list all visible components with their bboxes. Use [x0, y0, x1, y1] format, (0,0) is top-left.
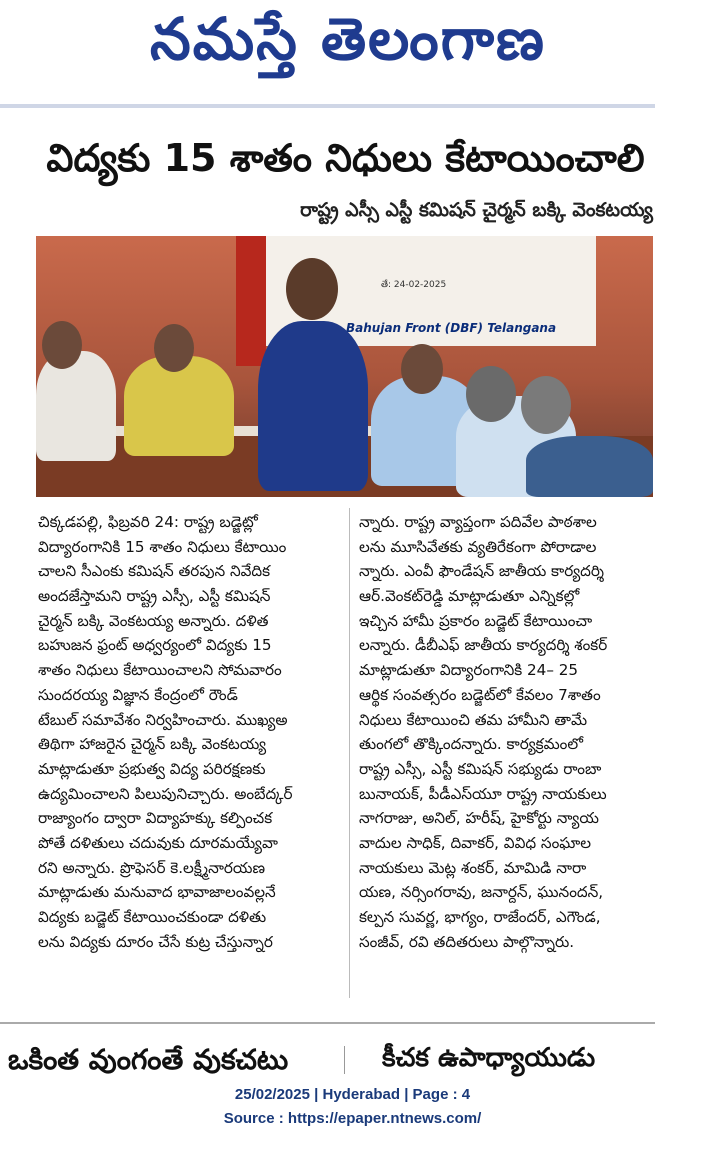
article-line: కల్పన సువర్ణ, భాగ్యం, రాజేందర్, ఎగౌండ,: [359, 908, 601, 926]
article-line: బహుజన ఫ్రంట్ అధ్వర్యంలో విద్యకు 15: [38, 636, 272, 655]
article-line: చాలని సీఎంకు కమిషన్ తరపున నివేదిక: [38, 562, 271, 581]
article-photo: [36, 236, 653, 497]
next-story-divider: [344, 1046, 345, 1074]
photo-person-right2-head: [466, 366, 516, 422]
article-line: సుందరయ్య విజ్ఞాన కేంద్రంలో రౌండ్: [38, 685, 238, 704]
article-line: టేబుల్ సమావేశం నిర్వహించారు. ముఖ్యఅ: [38, 710, 288, 729]
photo-person-right3-head: [521, 376, 571, 434]
article-line: ఆర్థిక సంవత్సరం బడ్జెట్‌లో కేవలం 7శాతం: [359, 685, 601, 704]
article-line: అందజేస్తామని రాష్ట్ర ఎస్సీ, ఎస్టీ కమిషన్: [38, 587, 271, 606]
article-line: పోతే దళితులు చదువుకు దూరమయ్యేవా: [38, 833, 278, 852]
photo-banner-date: తే: 24-02-2025: [381, 280, 447, 290]
footer-meta: 25/02/2025 | Hyderabad | Page : 4: [234, 1086, 471, 1103]
photo-person-right3: [526, 436, 653, 497]
article-line: లను మూసివేతకు వ్యతిరేకంగా పోరాడాల: [359, 537, 597, 556]
article-line: రాష్ట్ర ఎస్సీ, ఎస్టీ కమిషన్ సభ్యుడు రాంబా: [359, 759, 602, 778]
photo-person-speaker-head: [286, 258, 338, 320]
article-line: తుంగలో తొక్కిందన్నారు. కార్యక్రమంలో: [359, 735, 584, 754]
article-line: చిక్కడపల్లి, ఫిబ్రవరి 24: రాష్ట్ర బడ్జెట్లో: [38, 513, 258, 531]
section-rule: [0, 1022, 655, 1024]
article-headline: విద్యకు 15 శాతం నిధులు కేటాయించాలి: [46, 136, 645, 180]
article-line: శాతం నిధులు కేటాయించాలని సోమవారం: [38, 661, 282, 680]
photo-banner-text: Bahujan Front (DBF) Telangana: [346, 321, 557, 335]
article-line: నాగరాజు, అనిల్, హరీష్, హైకోర్టు న్యాయ: [359, 809, 599, 828]
article-line: మాట్లాడుతు మనువాద భావాజాలంవల్లనే: [38, 883, 276, 902]
next-story-right-headline: కీచక ఉపాధ్యాయుడు: [382, 1043, 596, 1073]
article-line: ఉద్యమించాలని పిలుపునిచ్చారు. అంబేద్కర్: [38, 784, 293, 803]
article-line: విద్యారంగానికి 15 శాతం నిధులు కేటాయిం: [38, 537, 287, 556]
next-story-left-headline: ఒకింత వుంగంతే వుకచటు: [8, 1043, 289, 1076]
photo-banner-edge: [236, 236, 266, 366]
article-line: మాట్లాడుతూ ప్రభుత్వ విద్య పరిరక్షణకు: [38, 759, 266, 778]
article-line: న్నారు. రాష్ట్ర వ్యాప్తంగా పదివేల పాఠశాల: [359, 513, 597, 531]
article-line: తిథిగా హాజరైన చైర్మన్ బక్కి వెంకటయ్య: [38, 735, 267, 754]
photo-person-speaker: [258, 321, 368, 491]
article-line: న్నారు. ఎంవీ ఫౌండేషన్ జాతీయ కార్యదర్శి: [359, 562, 604, 581]
article-subheadline: రాష్ట్ర ఎస్సీ ఎస్టీ కమిషన్ చైర్మన్ బక్కి వెంకటయ్య: [300, 199, 653, 221]
masthead-rule: [0, 104, 655, 108]
article-column-1: [38, 510, 340, 954]
article-line: రాజ్యాంగం ద్వారా విద్యాహక్కు కల్పించక: [38, 809, 273, 828]
article-line: విద్యకు బడ్జెట్ కేటాయించకుండా దళితు: [38, 908, 267, 926]
article-line: సంజీవ్, రవి తదితరులు పాల్గొన్నారు.: [359, 932, 575, 951]
article-line: బునాయక్, పీడీఎస్‌యూ రాష్ట్ర నాయకులు: [359, 784, 607, 803]
article-line: లన్నారు. డీబీఎఫ్ జాతీయ కార్యదర్శి శంకర్: [359, 636, 608, 655]
article-line: రని అన్నారు. ప్రొఫెసర్ కె.లక్ష్మీనారయణ: [38, 858, 265, 877]
newspaper-masthead: నమస్తే తెలంగాణ: [150, 5, 546, 73]
footer-source: Source : https://epaper.ntnews.com/: [223, 1110, 482, 1127]
article-column-2: [359, 510, 655, 954]
photo-person-left2-head: [154, 324, 194, 372]
photo-person-right1-head: [401, 344, 443, 394]
article-line: లను విద్యకు దూరం చేసే కుట్ర చేస్తున్నార: [38, 932, 273, 951]
photo-person-left1: [36, 351, 116, 461]
article-line: మాట్లాడుతూ విద్యారంగానికి 24– 25: [359, 661, 579, 680]
article-line: నిధులు కేటాయించి తమ హామీని తామే: [359, 710, 588, 729]
article-line: ఇచ్చిన హామీ ప్రకారం బడ్జెట్ కేటాయించా: [359, 611, 593, 630]
column-divider: [349, 508, 350, 998]
article-line: నాయకులు మెట్ల శంకర్, మామిడి నారా: [359, 858, 587, 877]
article-line: వాదుల సాధిక్, దివాకర్, వివిధ సంఘాల: [359, 833, 592, 852]
article-line: యణ, నర్సింగరావు, జనార్దన్, ఘునందన్,: [359, 883, 604, 902]
photo-person-left1-head: [42, 321, 82, 369]
article-line: ఆర్.వెంకట్‌రెడ్డి మాట్లాడుతూ ఎన్నికల్లో: [359, 587, 580, 606]
article-line: చైర్మన్ బక్కి వెంకటయ్య అన్నారు. దళిత: [38, 611, 269, 630]
